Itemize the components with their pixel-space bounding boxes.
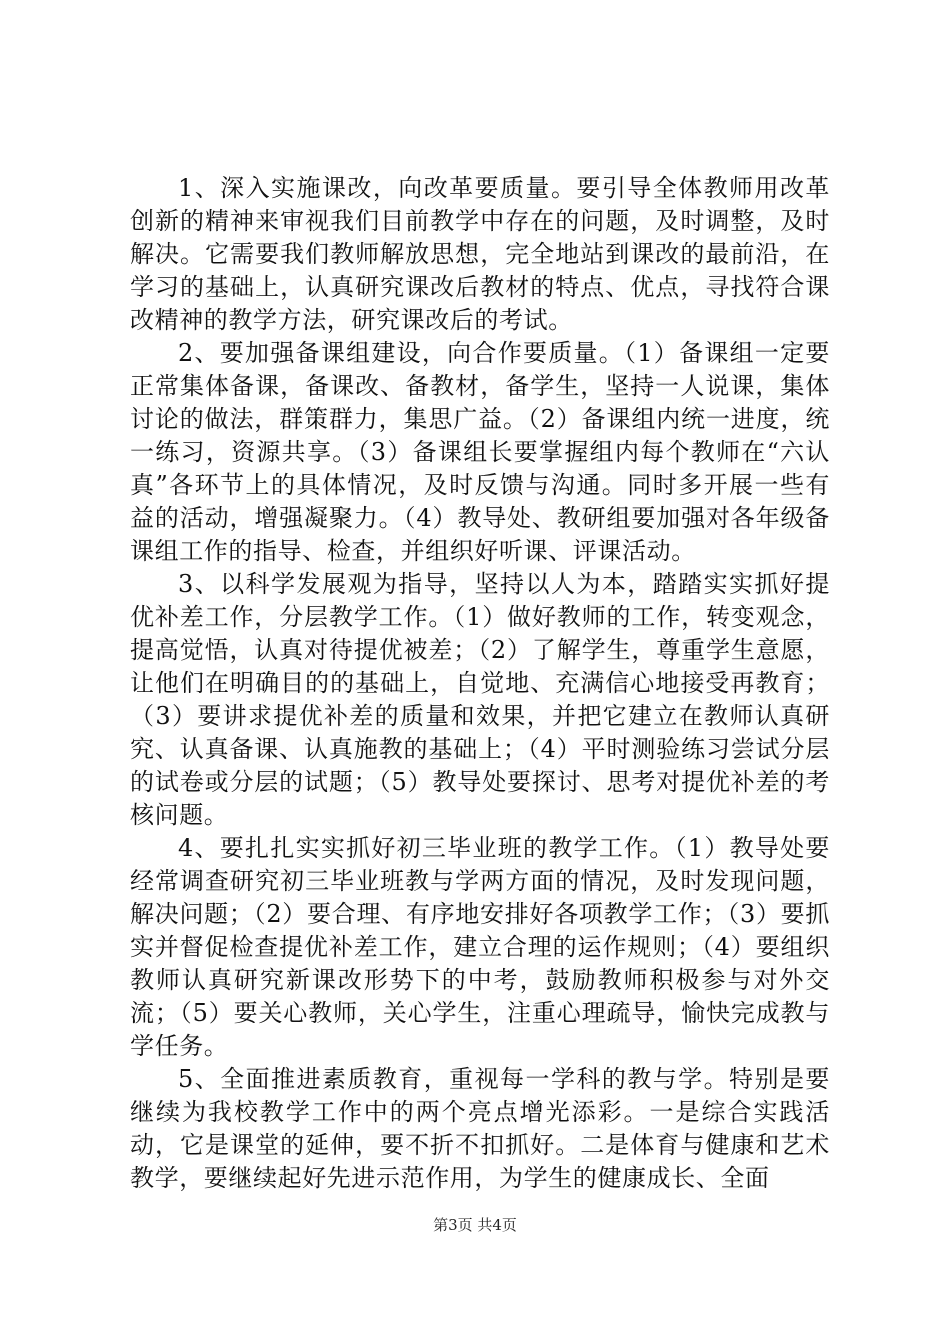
paragraph-3: 3、以科学发展观为指导，坚持以人为本，踏踏实实抓好提优补差工作，分层教学工作。（1）做好教师的工作，转变观念，提高觉悟，认真对待提优被差；（2）了解学生，尊重学生意愿，让他们在明确目的的基础上，自觉地、充满信心地接受再教育；（3）要讲求提优补差的质量和效果，并把它建立在教师认真研究、认真备课、认真施教的基础上；（4）平时测验练习尝试分层的试卷或分层的试题；（5）教导处要探讨、思考对提优补差的考核问题。 — [130, 570, 830, 829]
paragraph-5: 5、全面推进素质教育，重视每一学科的教与学。特别是要继续为我校教学工作中的两个亮点增光添彩。一是综合实践活动，它是课堂的延伸，要不折不扣抓好。二是体育与健康和艺术教学，要继续起好先进示范作用，为学生的健康成长、全面 — [130, 1065, 830, 1192]
paragraph-1: 1、深入实施课改，向改革要质量。要引导全体教师用改革创新的精神来审视我们目前教学中存在的问题，及时调整，及时解决。它需要我们教师解放思想，完全地站到课改的最前沿，在学习的基础上，认真研究课改后教材的特点、优点，寻找符合课改精神的教学方法，研究课改后的考试。 — [130, 174, 830, 334]
paragraph-4: 4、要扎扎实实抓好初三毕业班的教学工作。（1）教导处要经常调查研究初三毕业班教与学两方面的情况，及时发现问题，解决问题；（2）要合理、有序地安排好各项教学工作；（3）要抓实并督促检查提优补差工作，建立合理的运作规则；（4）要组织教师认真研究新课改形势下的中考，鼓励教师积极参与对外交流；（5）要关心教师，关心学生，注重心理疏导，愉快完成教与学任务。 — [130, 834, 830, 1060]
document-body — [130, 172, 830, 1195]
paragraph-2: 2、要加强备课组建设，向合作要质量。（1）备课组一定要正常集体备课，备课改、备教材，备学生，坚持一人说课，集体讨论的做法，群策群力，集思广益。（2）备课组内统一进度，统一练习，资源共享。（3）备课组长要掌握组内每个教师在“六认真”各环节上的具体情况，及时反馈与沟通。同时多开展一些有益的活动，增强凝聚力。（4）教导处、教研组要加强对各年级备课组工作的指导、检查，并组织好听课、评课活动。 — [130, 339, 830, 565]
page-footer: 第3页 共4页 — [433, 1216, 517, 1234]
